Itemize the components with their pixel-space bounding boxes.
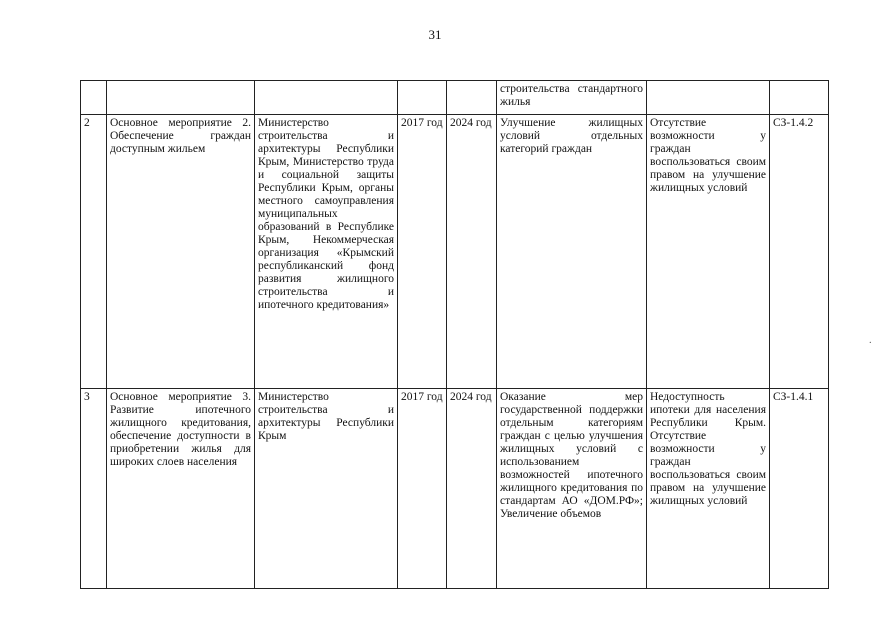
cell-executor: Министерство строительства и архитектуры Республики Крым (255, 389, 398, 589)
cell-measure-name (107, 81, 255, 115)
cell-num: 3 (81, 389, 107, 589)
table-row (81, 389, 829, 589)
cell-executor: Министерство строительства и архитектуры Республики Крым, Министерство труда и социальной защиты Республики Крым, органы местного самоуправления муниципальных образований в Республике Крым, Некоммерческая организация «Крымский республиканский фонд развития жилищного строительства и ипотечного кредитования» (255, 115, 398, 389)
cell-expected-result: Оказание мер государственной поддержки отдельным категориям граждан с целью улучшения жилищных условий с использованием возможностей ипотечного жилищного кредитования по стандартам АО «ДОМ.РФ»; Увеличение объемов (497, 389, 647, 589)
cell-num (81, 81, 107, 115)
page-number: 31 (428, 27, 442, 42)
cell-consequence (647, 81, 770, 115)
cell-measure-name: Основное мероприятие 3. Развитие ипотечного жилищного кредитования, обеспечение доступности в приобретении жилья для широких слоев населения (107, 389, 255, 589)
table-row-continuation (81, 81, 829, 115)
cell-end-year: 2024 год (447, 389, 497, 589)
cell-end-year (447, 81, 497, 115)
measures-table (80, 80, 829, 589)
cell-code (770, 81, 829, 115)
cell-expected-result: Улучшение жилищных условий отдельных категорий граждан (497, 115, 647, 389)
cell-measure-name: Основное мероприятие 2. Обеспечение граждан доступным жильем (107, 115, 255, 389)
cell-consequence: Отсутствие возможности у граждан воспользоваться своим правом на улучшение жилищных условий (647, 115, 770, 389)
cell-expected-result: строительства стандартного жилья (497, 81, 647, 115)
cell-start-year (398, 81, 447, 115)
cell-num: 2 (81, 115, 107, 389)
cell-code: СЗ-1.4.2 (770, 115, 829, 389)
cell-end-year: 2024 год (447, 115, 497, 389)
cell-code: СЗ-1.4.1 (770, 389, 829, 589)
cell-consequence: Недоступность ипотеки для населения Республики Крым. Отсутствие возможности у граждан воспользоваться своим правом на улучшение жилищных условий (647, 389, 770, 589)
scan-speck: · (868, 338, 872, 349)
table-row (81, 115, 829, 389)
cell-start-year: 2017 год (398, 389, 447, 589)
cell-start-year: 2017 год (398, 115, 447, 389)
cell-executor (255, 81, 398, 115)
